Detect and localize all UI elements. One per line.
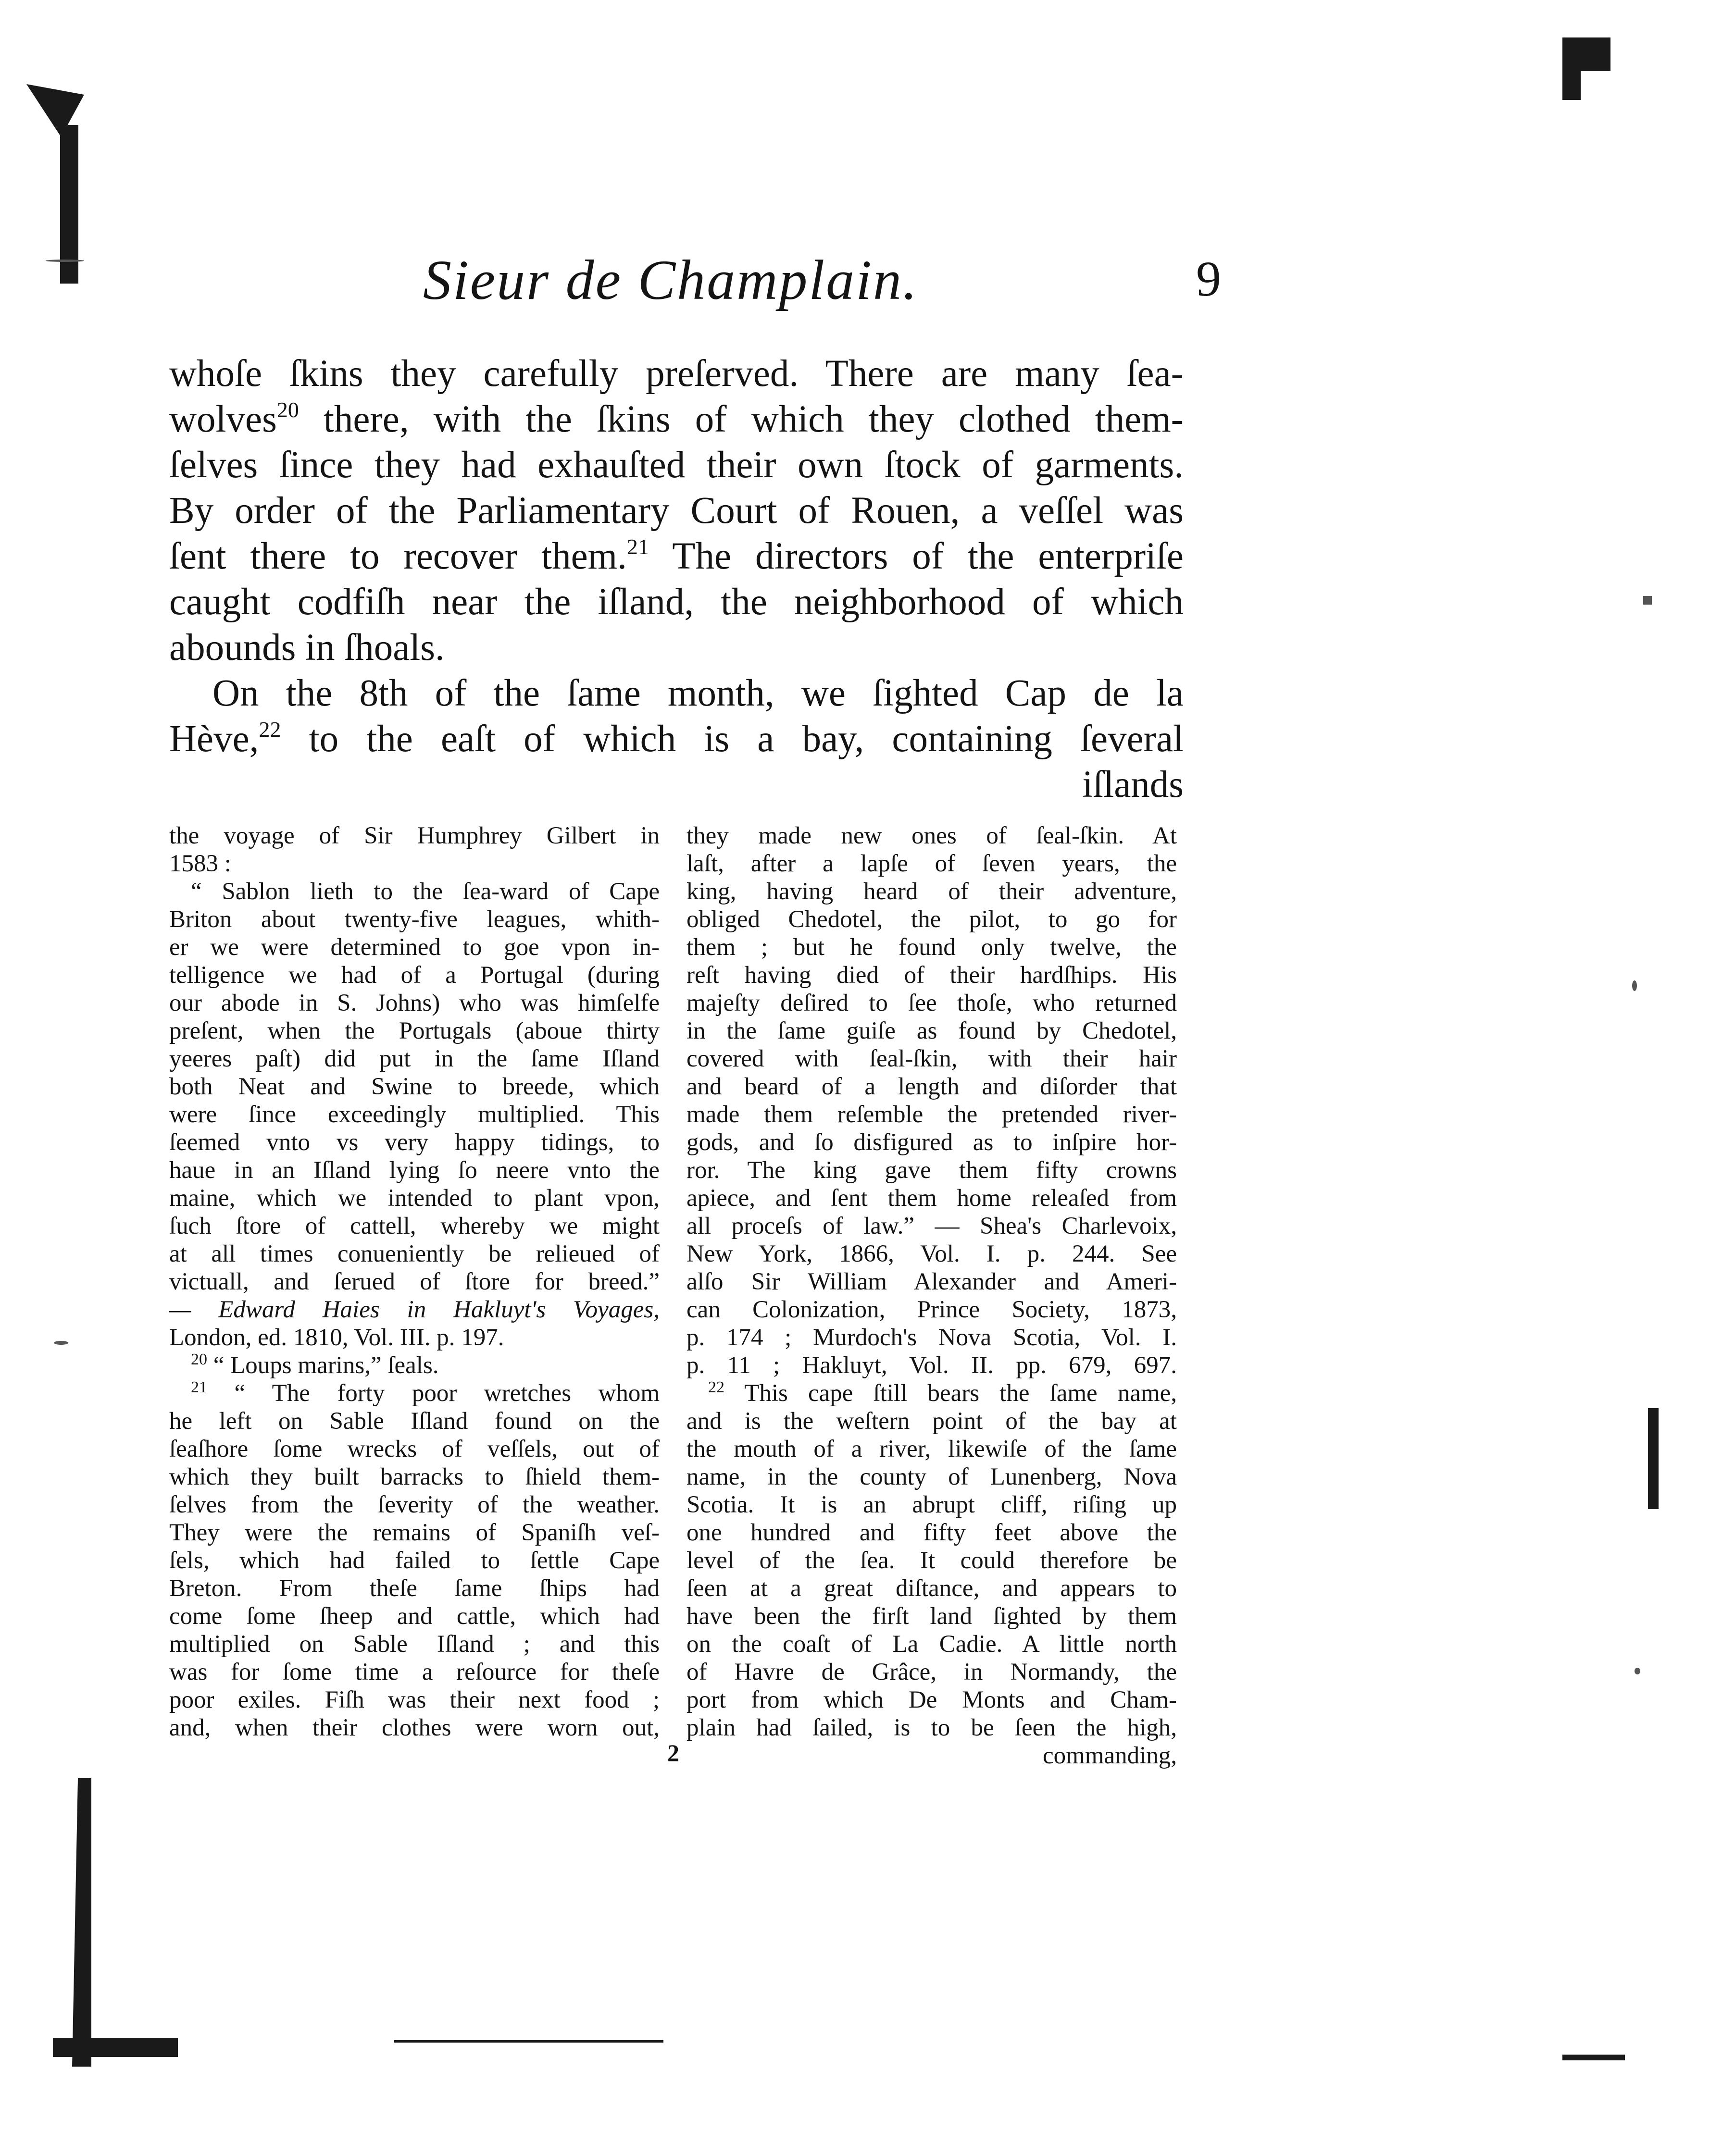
footnote-line: was for ſome time a reſource for theſe: [169, 1659, 660, 1685]
footnote-line: our abode in S. Johns) who was himſelfe: [169, 990, 660, 1016]
footnote-line: in the ſame guiſe as found by Chedotel,: [686, 1017, 1177, 1044]
footnote-line: one hundred and fifty feet above the: [686, 1519, 1177, 1546]
footnote-line: on the coaſt of La Cadie. A little north: [686, 1631, 1177, 1658]
footnote-line: all proceſs of law.” — Shea's Charlevoix,: [686, 1213, 1177, 1239]
footnote-line: come ſome ſheep and cattle, which had: [169, 1603, 660, 1630]
scan-edge-mark-right: [1648, 1408, 1659, 1509]
footnote-line: reſt having died of their hardſhips. His: [686, 962, 1177, 989]
scan-mark-bottom-right: [1562, 2055, 1625, 2060]
footnote-line: They were the remains of Spaniſh veſ-: [169, 1519, 660, 1546]
footnote-22: $^{22}$ This cape ſtill bears the ſame name,: [708, 1378, 1177, 1407]
footnote-line: ſeemed vnto vs very happy tidings, to: [169, 1129, 660, 1156]
footnote-line: Breton. From theſe ſame ſhips had: [169, 1575, 660, 1602]
footnote-line: made them reſemble the pretended river-: [686, 1101, 1177, 1128]
footnote-line: the mouth of a river, likewiſe of the ſame: [686, 1436, 1177, 1462]
footnote-line: and is the weſtern point of the bay at: [686, 1408, 1177, 1435]
footnote-line: were ſince exceedingly multiplied. This: [169, 1101, 660, 1128]
footnote-line: them ; but he found only twelve, the: [686, 934, 1177, 961]
footnote-citation: — Edward Haies in Hakluyt's Voyages,: [169, 1296, 660, 1323]
text-line: By order of the Parliamentary Court of Rouen, a veſſel was: [169, 490, 1184, 532]
footnote-line: laſt, after a lapſe of ſeven years, the: [686, 850, 1177, 877]
footnote-line: yeeres paſt) did put in the ſame Iſland: [169, 1045, 660, 1072]
footnote-line: obliged Chedotel, the pilot, to go for: [686, 906, 1177, 933]
footnote-line: which they built barracks to ſhield them-: [169, 1463, 660, 1490]
catchword: iſlands: [1082, 764, 1184, 805]
footnote-line: and beard of a length and diſorder that: [686, 1073, 1177, 1100]
text-line: whoſe ſkins they carefully preſerved. There are many ſea-: [169, 353, 1184, 395]
footnote-line: er we were determined to goe vpon in-: [169, 934, 660, 961]
footnote-line: level of the ſea. It could therefore be: [686, 1547, 1177, 1574]
footnote-20: $^{20}$ “ Loups marins,” ſeals.: [191, 1351, 439, 1379]
text-line: abounds in ſhoals.: [169, 627, 445, 669]
scan-corner-mark-top-right-stem: [1562, 37, 1581, 100]
footnote-line: king, having heard of their adventure,: [686, 878, 1177, 905]
main-text: [169, 351, 1184, 807]
text-line: ſent there to recover them.$^{21}$ The directors of the enterpriſe: [169, 534, 1184, 577]
running-head: [423, 248, 1221, 320]
scan-speck: [54, 1341, 68, 1345]
footnote-line: covered with ſeal-ſkin, with their hair: [686, 1045, 1177, 1072]
footnote-line: of Havre de Grâce, in Normandy, the: [686, 1659, 1177, 1685]
footnote-line: ror. The king gave them fifty crowns: [686, 1157, 1177, 1184]
footnote-line: 1583 :: [169, 850, 231, 877]
footnote-line: London, ed. 1810, Vol. III. p. 197.: [169, 1324, 504, 1351]
footnote-line: he left on Sable Iſland found on the: [169, 1408, 660, 1435]
footnote-ref: 22: [259, 717, 281, 742]
footnotes-left-column: [169, 822, 660, 1742]
footnote-line: the voyage of Sir Humphrey Gilbert in: [169, 822, 660, 849]
footnote-line: haue in an Iſland lying ſo neere vnto the: [169, 1157, 660, 1184]
footnote-line: p. 174 ; Murdoch's Nova Scotia, Vol. I.: [686, 1324, 1177, 1351]
footnotes-right-column: [686, 822, 1177, 1770]
page-number: 9: [1196, 251, 1221, 307]
footnote-line: gods, and ſo disfigured as to inſpire hor-: [686, 1129, 1177, 1156]
footnote-line: p. 11 ; Hakluyt, Vol. II. pp. 679, 697.: [686, 1352, 1177, 1379]
footnote-number: 21: [191, 1378, 207, 1396]
scan-speck: [46, 260, 84, 262]
scan-speck: [1635, 1668, 1640, 1674]
text-line: caught codfiſh near the iſland, the neighborhood of which: [169, 581, 1184, 623]
footnote-line: can Colonization, Prince Society, 1873,: [686, 1296, 1177, 1323]
footnote-line: Scotia. It is an abrupt cliff, riſing up: [686, 1491, 1177, 1518]
footnote-line: apiece, and ſent them home releaſed from: [686, 1185, 1177, 1212]
signature-mark: 2: [667, 1739, 679, 1766]
text-line: Hève,$^{22}$ to the eaſt of which is a bay, containing ſeveral: [169, 717, 1184, 760]
scan-speck: [1643, 596, 1652, 605]
footnote-line: name, in the county of Lunenberg, Nova: [686, 1463, 1177, 1490]
footnote-line: and, when their clothes were worn out,: [169, 1714, 660, 1741]
footnote-line: ſuch ſtore of cattell, whereby we might: [169, 1213, 660, 1239]
footnote-line: have been the firſt land ſighted by them: [686, 1603, 1177, 1630]
running-title: Sieur de Champlain.: [423, 248, 919, 311]
footnote-line: Briton about twenty-five leagues, whith-: [169, 906, 660, 933]
scan-edge-mark-bottom-left: [72, 1778, 91, 2067]
footnote-line: maine, which we intended to plant vpon,: [169, 1185, 660, 1212]
footnote-line: port from which De Monts and Cham-: [686, 1686, 1177, 1713]
scan-rule-bottom: [394, 2040, 663, 2043]
footnote-line: poor exiles. Fiſh was their next food ;: [169, 1686, 660, 1713]
footnote-ref: 21: [626, 534, 649, 559]
footnote-line: ſelves from the ſeverity of the weather.: [169, 1491, 660, 1518]
scan-speck: [1632, 980, 1637, 991]
footnote-line: alſo Sir William Alexander and Ameri-: [686, 1268, 1177, 1295]
footnote-line: at all times conueniently be relieued of: [169, 1240, 660, 1267]
footnote-line: New York, 1866, Vol. I. p. 244. See: [686, 1240, 1177, 1267]
footnote-line: preſent, when the Portugals (aboue thirty: [169, 1017, 660, 1044]
footnote-line: plain had ſailed, is to be ſeen the high,: [686, 1714, 1177, 1741]
footnote-line: they made new ones of ſeal-ſkin. At: [686, 822, 1177, 849]
text-line: On the 8th of the ſame month, we ſighted Cap de la: [212, 672, 1184, 714]
footnote-line: “ Sablon lieth to the ſea-ward of Cape: [191, 878, 660, 905]
footnote-line: multiplied on Sable Iſland ; and this: [169, 1631, 660, 1658]
footnote-line: ſels, which had failed to ſettle Cape: [169, 1547, 660, 1574]
footnote-number: 20: [191, 1351, 207, 1368]
footnote-21: $^{21}$ “ The forty poor wretches whom: [191, 1378, 660, 1407]
footnote-line: both Neat and Swine to breede, which: [169, 1073, 660, 1100]
footnote-line: victuall, and ſerued of ſtore for breed.”: [169, 1268, 660, 1295]
text-line: ſelves ſince they had exhauſted their own ſtock of garments.: [169, 444, 1184, 486]
catchword: commanding,: [1042, 1742, 1177, 1769]
footnote-number: 22: [708, 1378, 724, 1396]
text-line: wolves$^{20}$ there, with the ſkins of which they clothed them-: [169, 397, 1184, 440]
scan-edge-mark-bottom-left-base: [53, 2038, 178, 2057]
footnote-line: ſeen at a great diſtance, and appears to: [686, 1575, 1177, 1602]
footnote-line: telligence we had of a Portugal (during: [169, 962, 660, 989]
footnote-line: ſeaſhore ſome wrecks of veſſels, out of: [169, 1436, 660, 1462]
footnote-line: majeſty deſired to ſee thoſe, who returned: [686, 990, 1177, 1016]
footnote-ref: 20: [276, 397, 299, 422]
